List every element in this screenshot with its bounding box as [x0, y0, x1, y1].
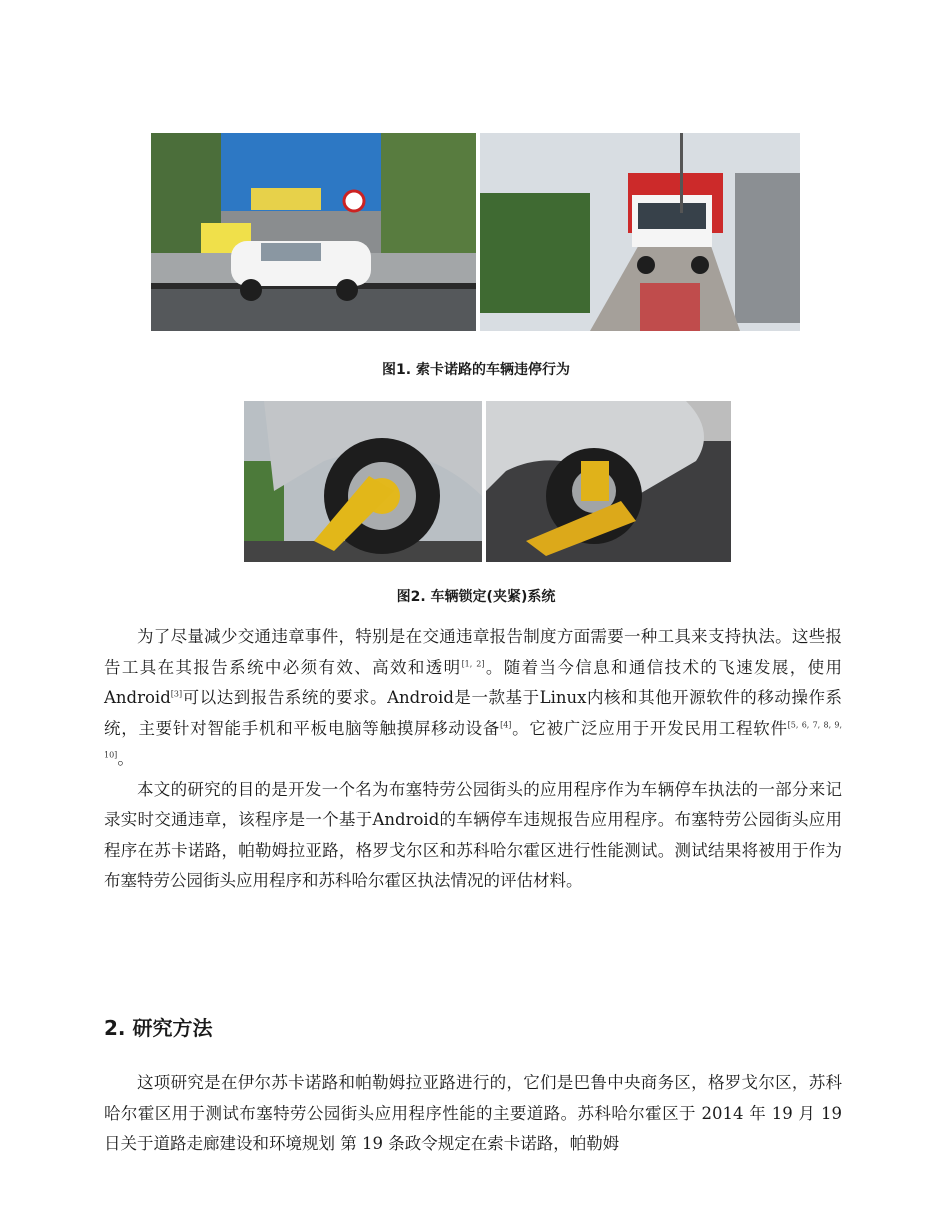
figure-1-caption: 图1. 索卡诺路的车辆违停行为: [382, 362, 570, 378]
paragraph-2: 本文的研究的目的是开发一个名为布塞特劳公园街头的应用程序作为车辆停车执法的一部分来记录实时交通违章，该程序是一个基于Android的车辆停车违规报告应用程序。布塞特劳公园街头应用程序在苏卡诺路，帕勒姆拉亚路，格罗戈尔区和苏科哈尔霍区进行性能测试。测试结果将被用于作为布塞特劳公园街头应用程序和苏科哈尔霍区执法情况的评估材料。: [104, 779, 842, 890]
citation: [5, 6, 7, 8, 9, 10]: [104, 720, 843, 760]
figure-1-photo-right: [480, 133, 800, 331]
figure-2: [244, 401, 731, 562]
figure-2-photo-right: [486, 401, 731, 562]
figure-2-caption: 图2. 车辆锁定(夹紧)系统: [396, 589, 556, 605]
citation: [3]: [170, 689, 183, 699]
citation: [1, 2]: [461, 659, 485, 668]
paragraph-1: 为了尽量减少交通违章事件，特别是在交通违章报告制度方面需要一种工具来支持执法。这些报告工具在其报告系统中必须有效、高效和透明[1, 2]。随着当今信息和通信技术的飞速发展，使用Android[3]可以达到报告系统的要求。Android是一款基于Linux内核和其他开源软件的移动操作系统，主要针对智能手机和平板电脑等触摸屏移动设备[4]。它被广泛应用于开发民用工程软件[5, 6, 7, 8, 9, 10]。: [104, 627, 843, 768]
section-heading: 2. 研究方法: [104, 1016, 213, 1040]
intro-paragraphs: [104, 622, 842, 897]
methods-paragraph: 这项研究是在伊尔苏卡诺路和帕勒姆拉亚路进行的，它们是巴鲁中央商务区，格罗戈尔区，苏科哈尔霍区用于测试布塞特劳公园街头应用程序性能的主要道路。苏科哈尔霍区于 2014 年 19 月 19 日关于道路走廊建设和环境规划 第 19 条政令规定在索卡诺路，帕勒姆: [104, 1073, 842, 1153]
citation: [4]: [500, 720, 512, 729]
methods-paragraph-container: [104, 1068, 842, 1160]
figure-1: [151, 133, 800, 331]
figure-1-photo-left: [151, 133, 476, 331]
figure-2-photo-left: [244, 401, 482, 562]
